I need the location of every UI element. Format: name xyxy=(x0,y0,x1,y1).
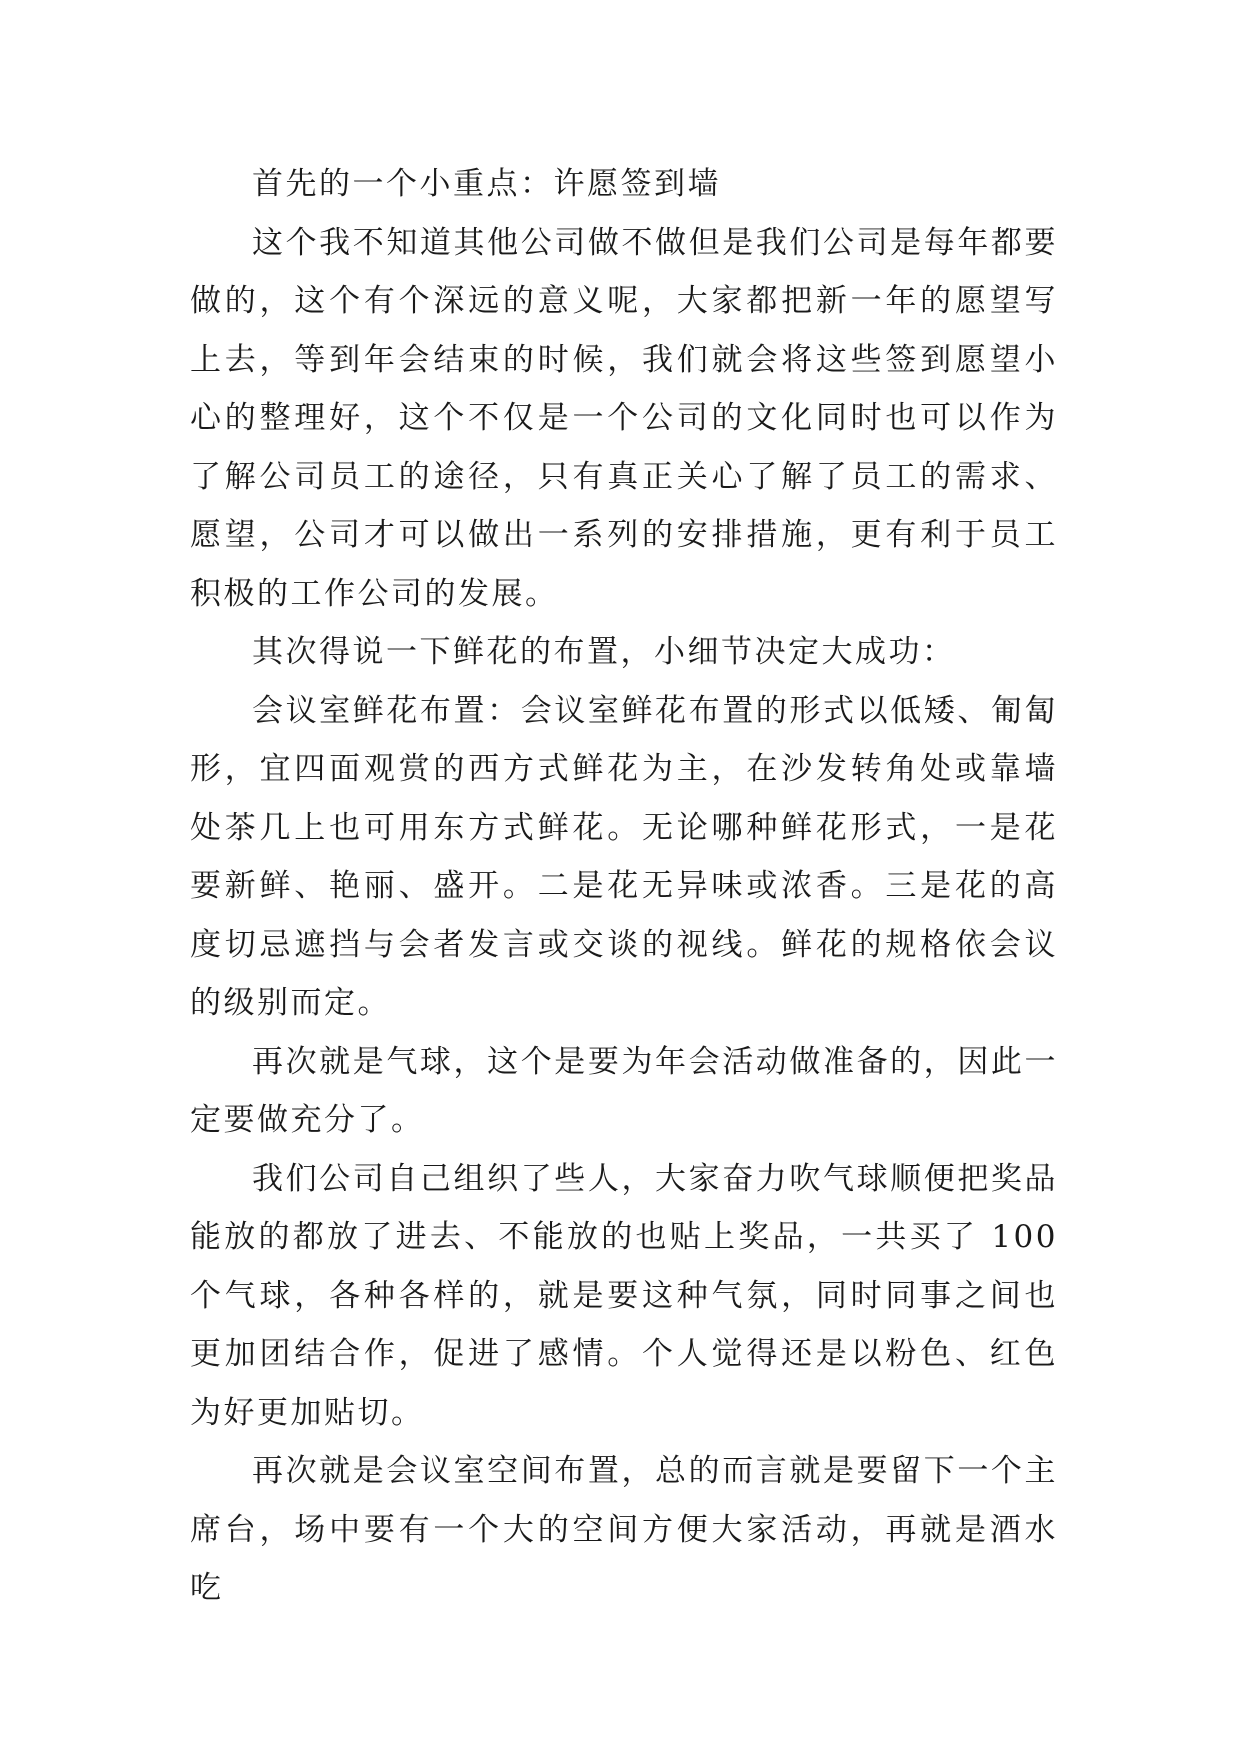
paragraph-balloons-body: 我们公司自己组织了些人，大家奋力吹气球顺便把奖品能放的都放了进去、不能放的也贴上奖品，一共买了 100 个气球，各种各样的，就是要这种气氛，同时同事之间也更加团结合作，促进了感情。个人觉得还是以粉色、红色为好更加贴切。 xyxy=(190,1160,1058,1431)
paragraph-room-layout: 再次就是会议室空间布置，总的而言就是要留下一个主席台，场中要有一个大的空间方便大家活动，再就是酒水吃 xyxy=(190,1453,1058,1606)
paragraph-flowers-body: 会议室鲜花布置：会议室鲜花布置的形式以低矮、匍匐形，宜四面观赏的西方式鲜花为主，在沙发转角处或靠墙处茶几上也可用东方式鲜花。无论哪种鲜花形式，一是花要新鲜、艳丽、盛开。二是花无异味或浓香。三是花的高度切忌遮挡与会者发言或交谈的视线。鲜花的规格依会议的级别而定。 xyxy=(190,692,1058,1021)
paragraph-wish-wall-heading: 首先的一个小重点：许愿签到墙 xyxy=(252,166,721,202)
paragraph-flowers-heading: 其次得说一下鲜花的布置，小细节决定大成功： xyxy=(252,634,956,670)
document-body xyxy=(190,155,1058,1618)
paragraph-balloons-heading: 再次就是气球，这个是要为年会活动做准备的，因此一定要做充分了。 xyxy=(190,1043,1058,1138)
paragraph-wish-wall-body: 这个我不知道其他公司做不做但是我们公司是每年都要做的，这个有个深远的意义呢，大家都把新一年的愿望写上去，等到年会结束的时候，我们就会将这些签到愿望小心的整理好，这个不仅是一个公司的文化同时也可以作为了解公司员工的途径，只有真正关心了解了员工的需求、愿望，公司才可以做出一系列的安排措施，更有利于员工积极的工作公司的发展。 xyxy=(190,224,1058,612)
